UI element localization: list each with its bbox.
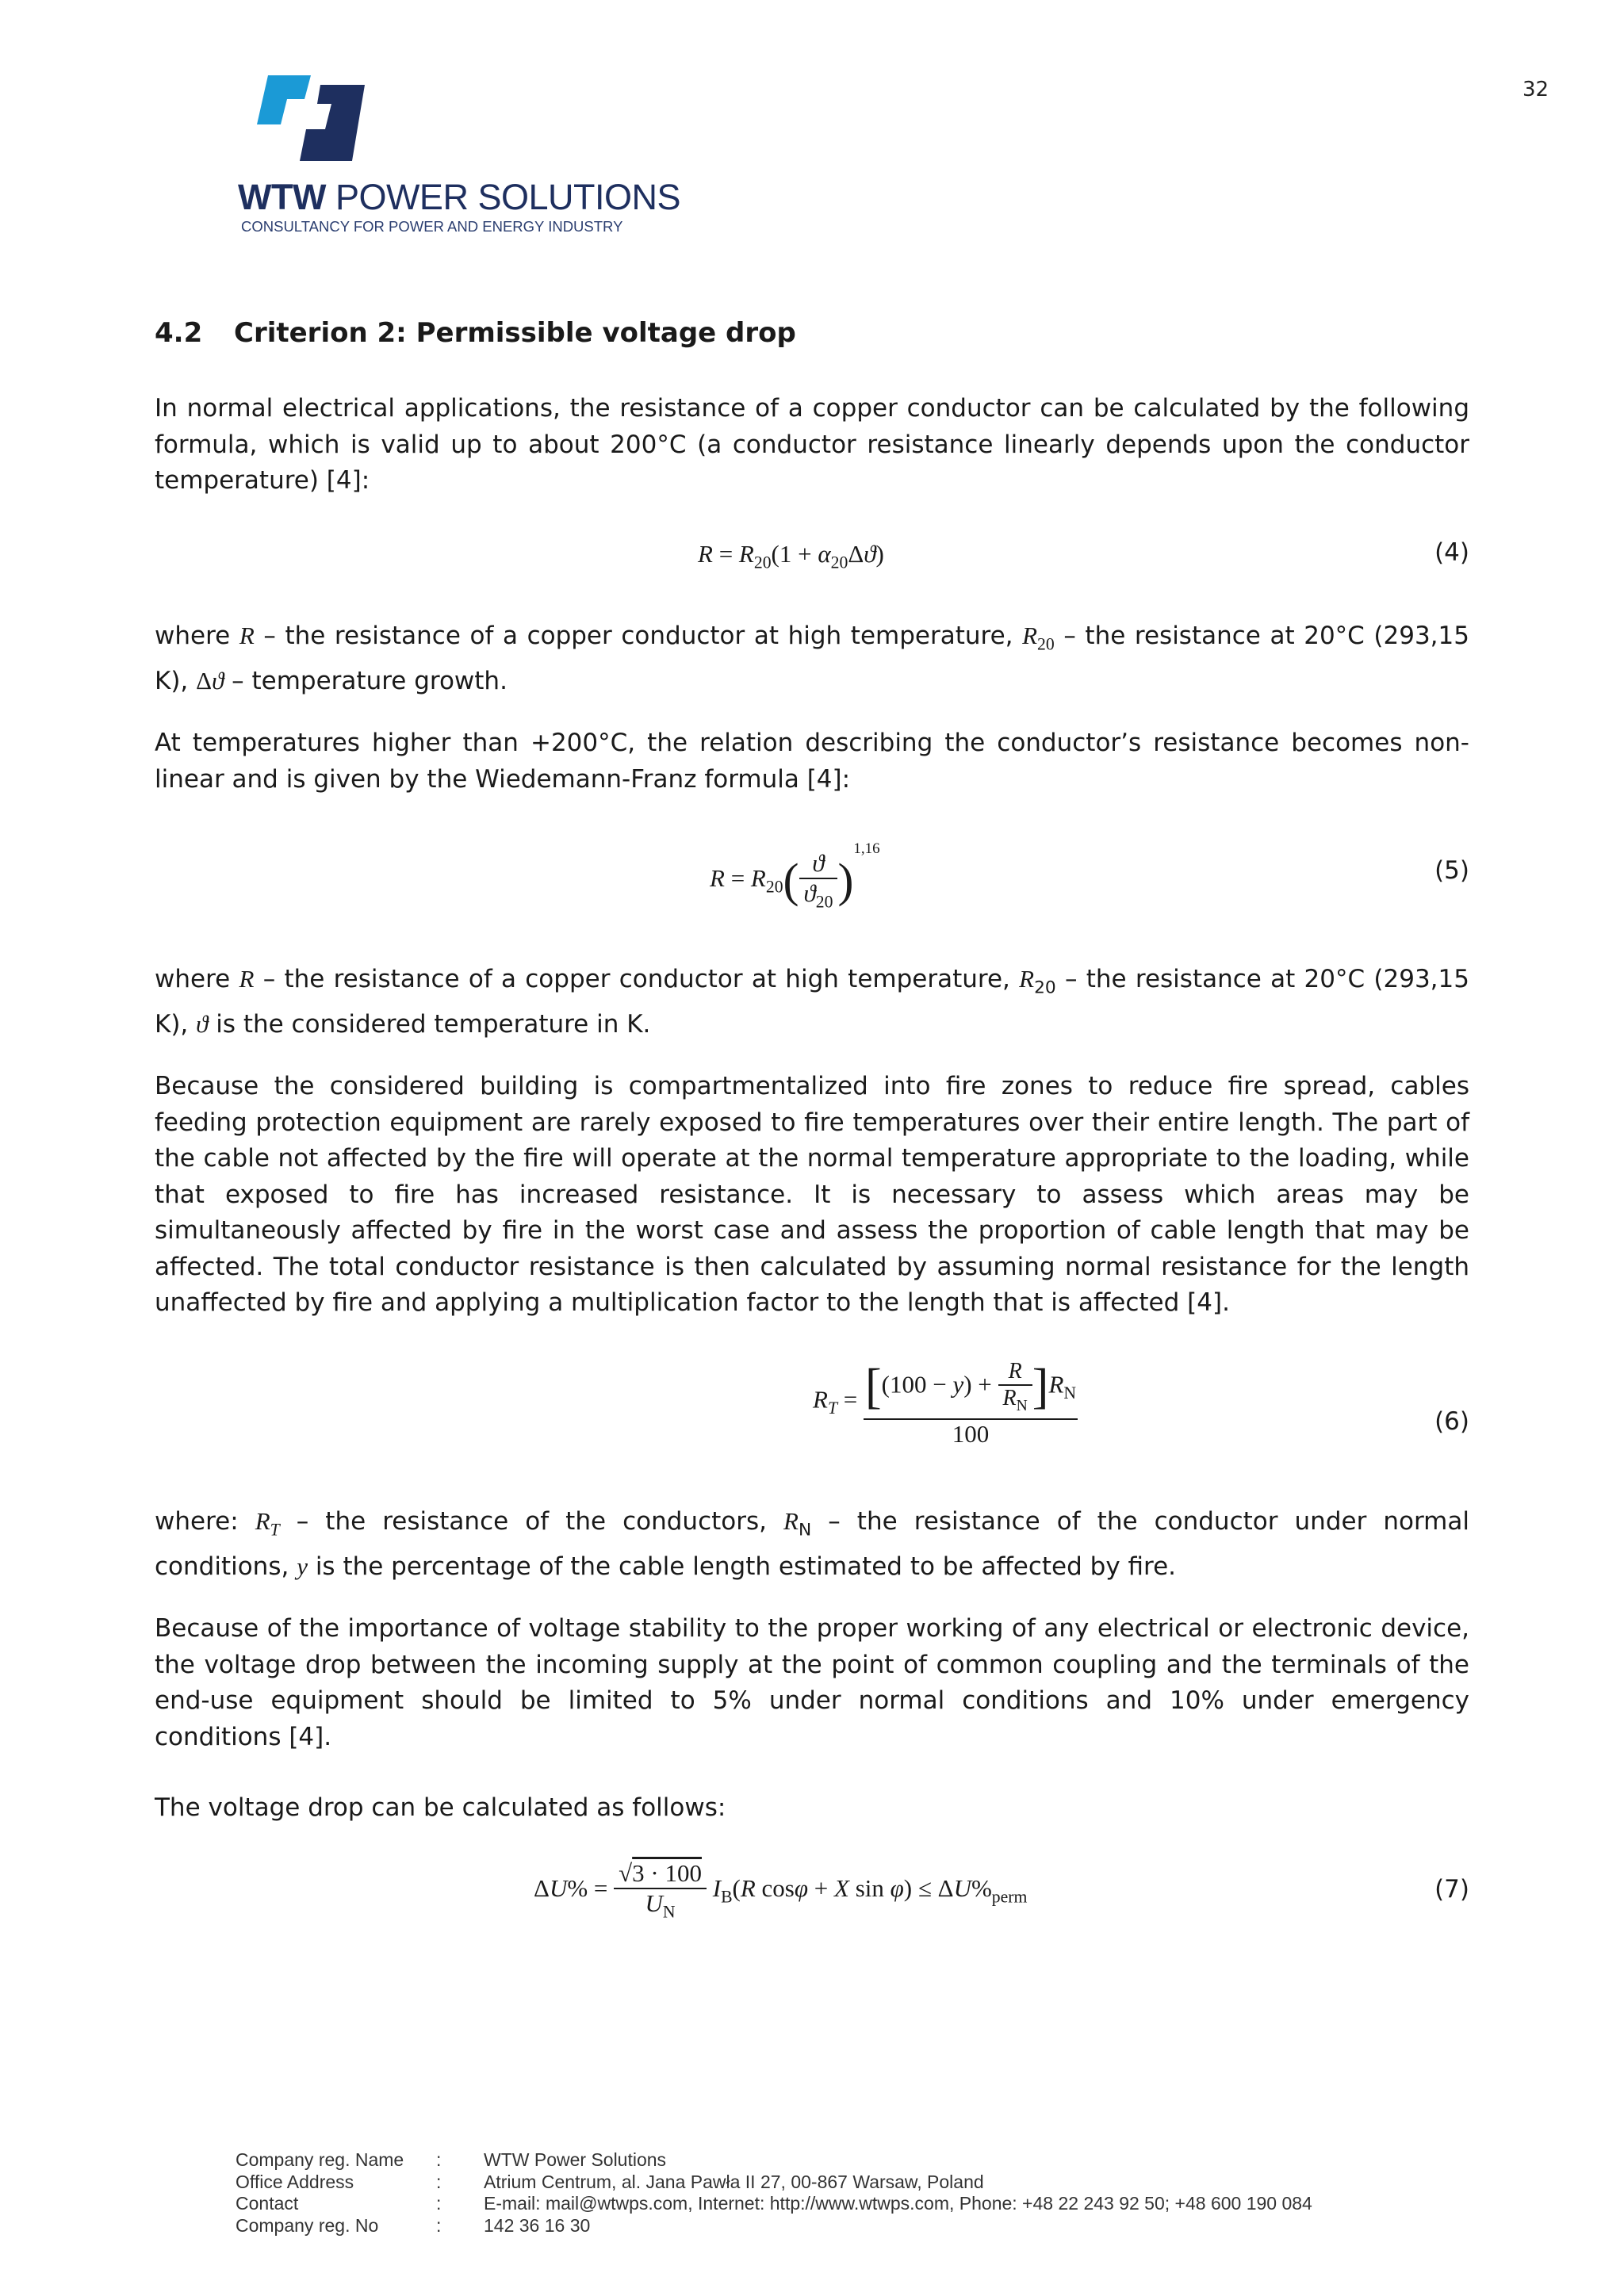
equation-5-formula: $R = R_{20}$( $\frac{ϑ}{ϑ_{20}}$ )$^{1,16}$ (710, 840, 880, 912)
section-number: 4.2 (155, 317, 203, 349)
section-heading (155, 317, 1469, 349)
equation-4 (155, 535, 1469, 599)
equation-7 (155, 1859, 1469, 1946)
paragraph-6: where: $R_T$ – the resistance of the conductors, $R_N$ – the resistance of the conductor under normal conditions, y is the percentage of the cable length estimated to be affected by fire. (155, 1507, 1469, 1582)
equation-4-formula: $R = R_{20}(1 + \alpha_{20}\Delta ϑ)$ (698, 540, 884, 572)
equation-5 (155, 832, 1469, 928)
footer (236, 2149, 1312, 2237)
equation-7-number: (7) (1434, 1875, 1469, 1904)
paragraph-7: Because of the importance of voltage stability to the proper working of any electrical or electronic device, the voltage drop between the incoming supply at the point of common coupling and the terminals of the end-use equipment should be limited to 5% under normal conditions and 10% under emergency conditions [4]. (155, 1614, 1469, 1751)
paragraph-3: At temperatures higher than +200°C, the relation describing the conductor’s resistance becomes non-linear and is given by the Wiedemann-Franz formula [4]: (155, 729, 1469, 794)
logo-wordmark: WTW POWER SOLUTIONS (238, 177, 680, 217)
equation-7-formula: ΔU% = $\frac{√3 \cdot 100}{U_N}$ $I_B(R$ cosφ + X $\sin \varphi) \le \Delta U\%_{perm}$ (534, 1859, 1028, 1922)
equation-5-number: (5) (1434, 856, 1469, 885)
paragraph-8: The voltage drop can be calculated as follows: (155, 1793, 726, 1822)
equation-4-number: (4) (1434, 538, 1469, 567)
paragraph-1: In normal electrical applications, the resistance of a copper conductor can be calculated by the following formula, which is valid up to about 200°C (a conductor resistance linearly depends upon the conductor temperature) [4]: (155, 394, 1469, 495)
company-logo (238, 75, 682, 242)
section-title: Criterion 2: Permissible voltage drop (234, 317, 796, 349)
logo-mark-icon (254, 75, 365, 163)
footer-row: Contact : E-mail: mail@wtwps.com, Internet: http://www.wtwps.com, Phone: +48 22 243 92 50; +48 600 190 084 (236, 2193, 1312, 2214)
equation-6 (155, 1356, 1469, 1467)
equation-6-number: (6) (1434, 1407, 1469, 1436)
paragraph-2: where R – the resistance of a copper conductor at high temperature, $R_{20}$ – the resistance at 20°C (293,15 K), Δϑ – temperature growth. (155, 622, 1469, 696)
equation-6-formula: $R_T$ = [(100 − y) + $\frac{R}{R_N}$ ]$R_N$ 100 (813, 1356, 1078, 1448)
footer-row: Office Address : Atrium Centrum, al. Jana Pawła II 27, 00-867 Warsaw, Poland (236, 2171, 984, 2192)
paragraph-5: Because the considered building is compartmentalized into fire zones to reduce fire spread, cables feeding protection equipment are rarely exposed to fire temperatures over their entire length. The part of the cable not affected by the fire will operate at the normal temperature appropriate to the loading, while that exposed to fire has increased resistance. It is necessary to assess which areas may be simultaneously affected by fire in the worst case and assess the proportion of cable length that may be affected. The total conductor resistance is then calculated by assuming normal resistance for the length unaffected by fire and applying a multiplication factor to the length that is affected [4]. (155, 1072, 1469, 1317)
footer-row: Company reg. Name : WTW Power Solutions (236, 2149, 667, 2170)
logo-tagline: CONSULTANCY FOR POWER AND ENERGY INDUSTRY (241, 218, 623, 235)
page-number: 32 (1522, 78, 1549, 101)
footer-row: Company reg. No : 142 36 16 30 (236, 2214, 591, 2236)
paragraph-4: where R – the resistance of a copper conductor at high temperature, $R_{20}$ – the resistance at 20°C (293,15 K), ϑ is the considered temperature in K. (155, 965, 1469, 1039)
